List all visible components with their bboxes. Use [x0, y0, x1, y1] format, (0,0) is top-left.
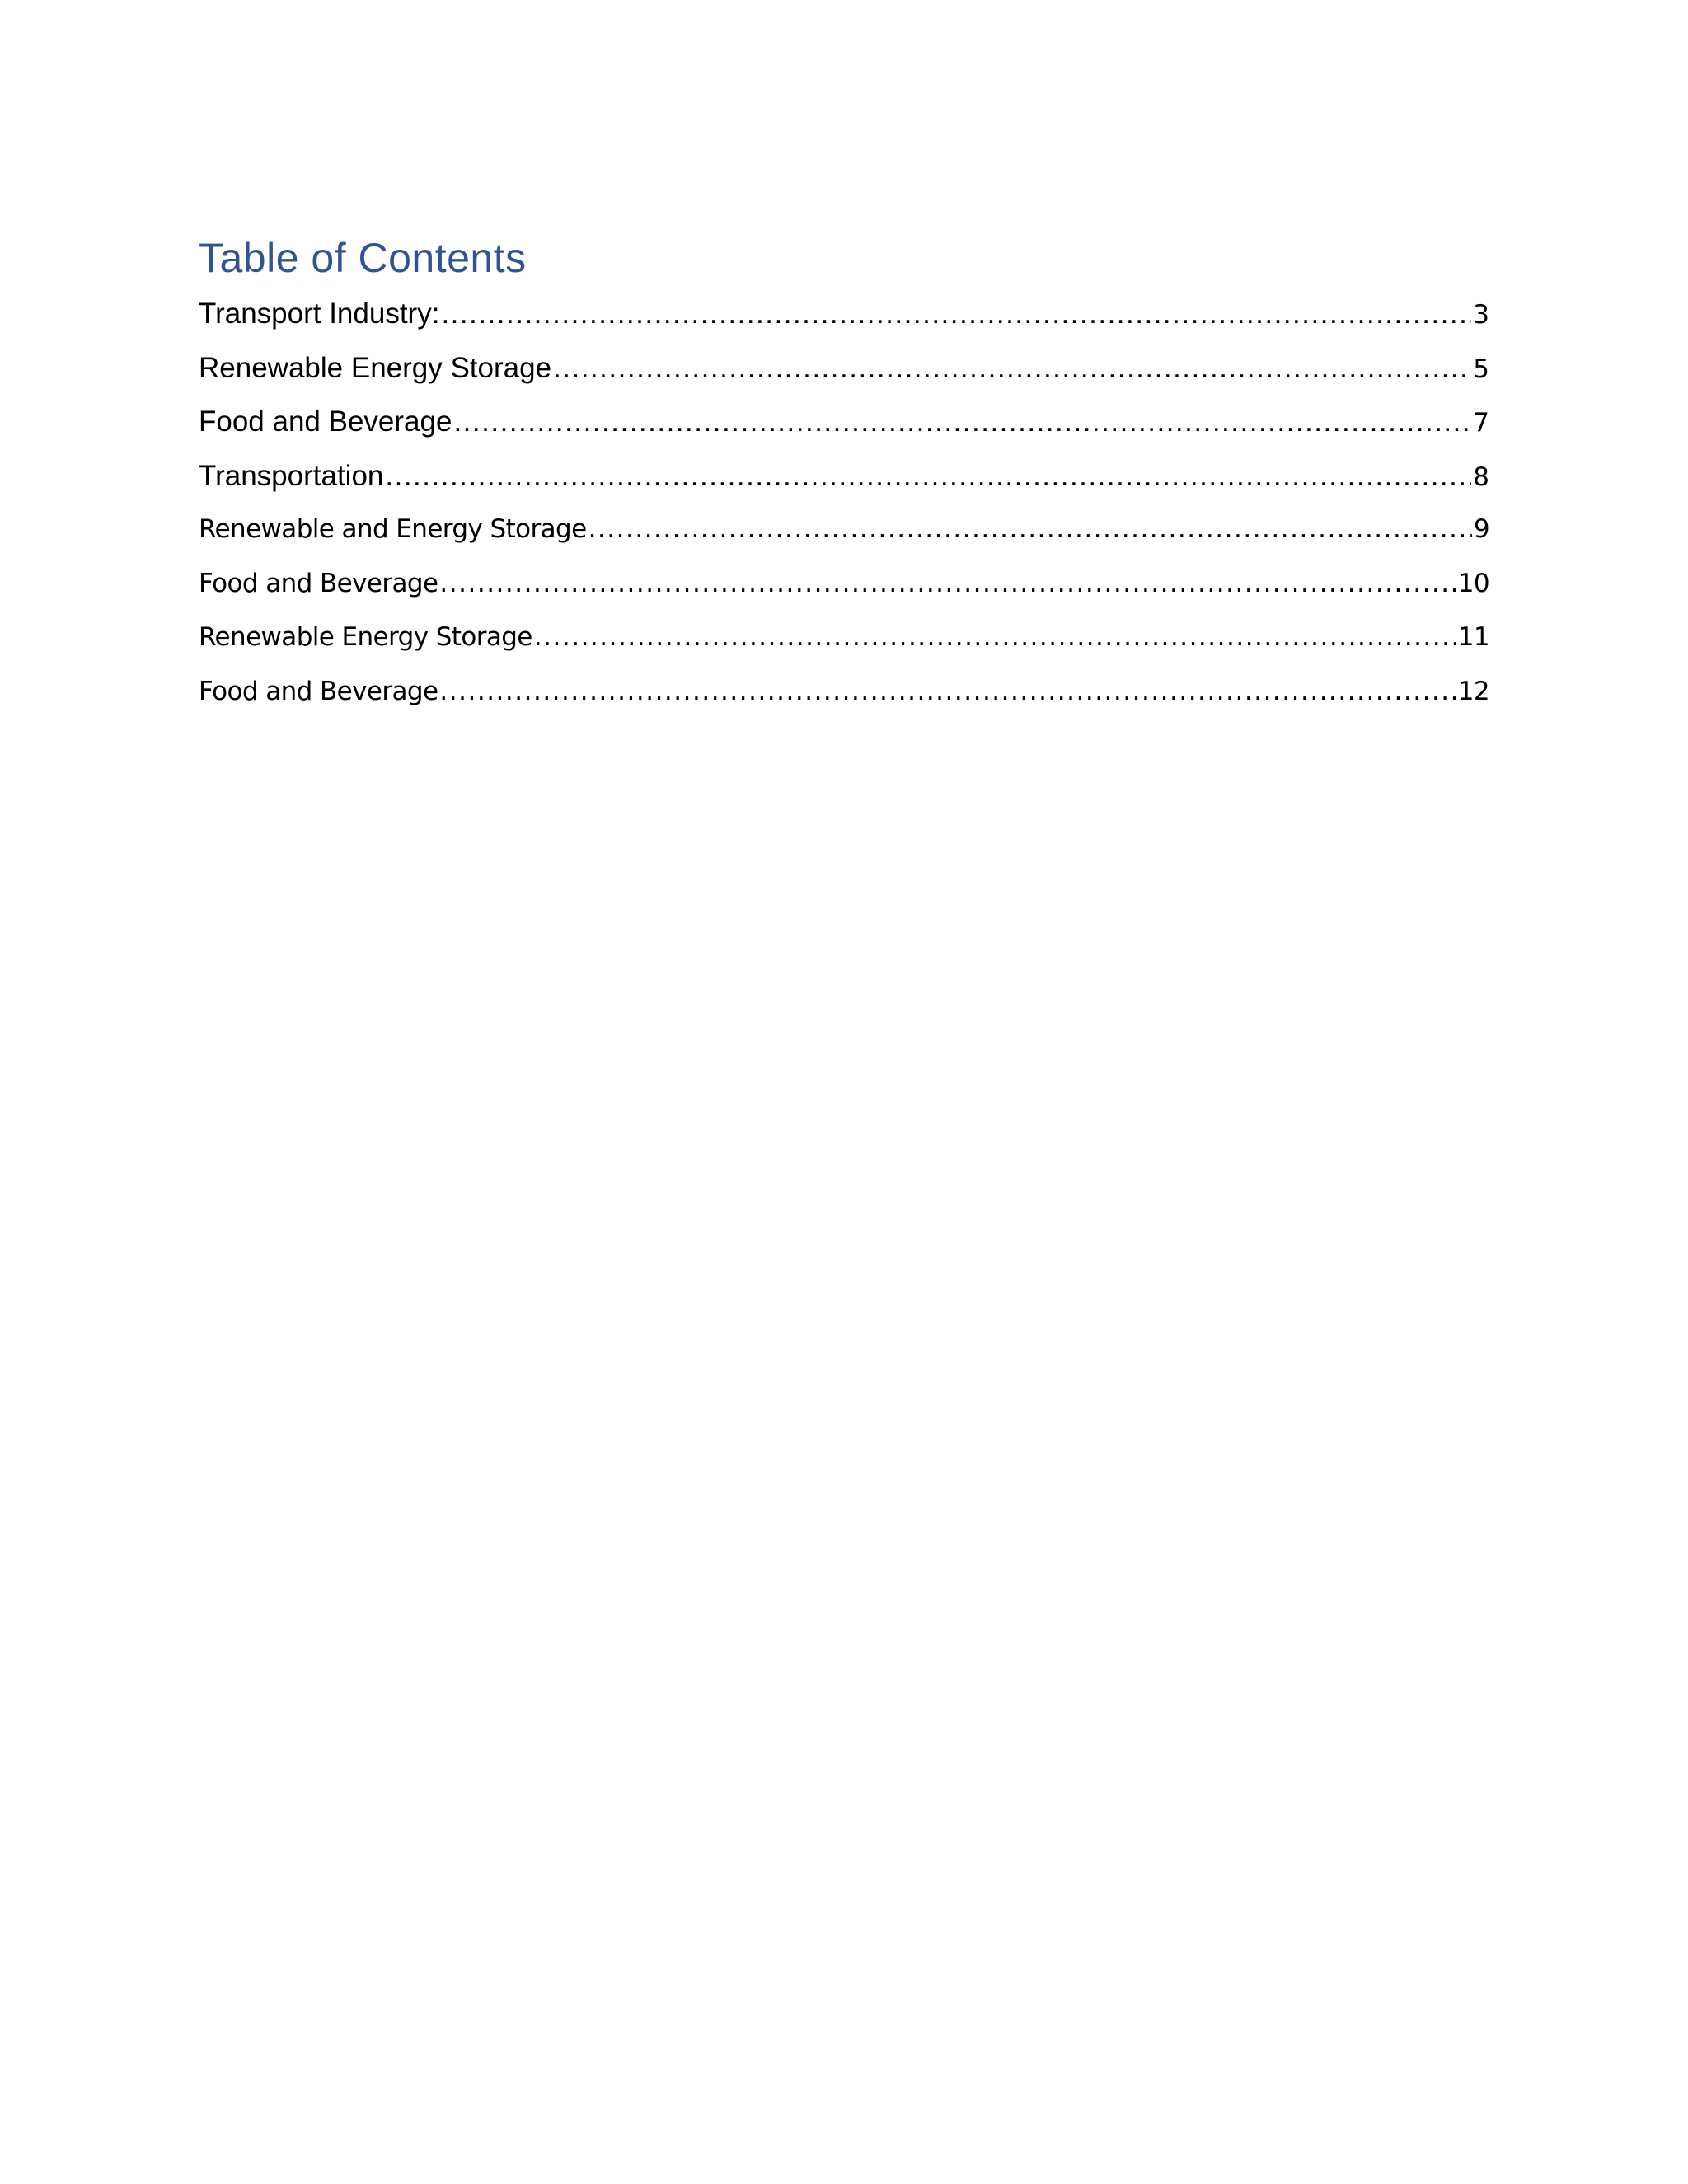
- toc-page-number: 12: [1457, 676, 1489, 706]
- toc-dot-leader: [385, 449, 1471, 504]
- toc-entry-renewable-energy-storage-2[interactable]: [199, 611, 1489, 665]
- toc-page-number: 9: [1473, 514, 1489, 544]
- toc-page-number: 3: [1473, 300, 1489, 330]
- toc-dot-leader: [553, 341, 1471, 396]
- toc-dot-leader: [453, 395, 1471, 449]
- toc-entry-renewable-and-energy-storage[interactable]: [199, 503, 1489, 557]
- toc-dot-leader: [439, 665, 1456, 719]
- toc-title: Table of Contents: [199, 235, 527, 281]
- toc-page-number: 10: [1457, 568, 1489, 598]
- toc-page-number: 5: [1473, 354, 1489, 384]
- table-of-contents: [199, 229, 1489, 719]
- toc-entry-label: Renewable Energy Storage: [199, 622, 532, 652]
- toc-entry-label: Renewable and Energy Storage: [199, 514, 587, 544]
- toc-entry-label: Food and Beverage: [199, 405, 452, 438]
- toc-entry-label: Renewable Energy Storage: [199, 351, 552, 384]
- toc-page-number: 7: [1473, 408, 1489, 438]
- toc-dot-leader: [441, 287, 1471, 341]
- toc-list: [199, 287, 1489, 719]
- toc-entry-label: Food and Beverage: [199, 676, 438, 706]
- toc-dot-leader: [439, 557, 1456, 612]
- toc-dot-leader: [534, 611, 1456, 665]
- toc-page-number: 8: [1473, 462, 1489, 492]
- toc-entry-label: Transport Industry:: [199, 298, 440, 330]
- toc-dot-leader: [588, 503, 1472, 557]
- toc-entry-food-and-beverage-3[interactable]: [199, 665, 1489, 719]
- toc-page-number: 11: [1457, 622, 1489, 652]
- toc-entry-renewable-energy-storage[interactable]: [199, 341, 1489, 396]
- toc-entry-food-and-beverage[interactable]: [199, 395, 1489, 449]
- toc-entry-label: Food and Beverage: [199, 568, 438, 598]
- toc-entry-label: Transportation: [199, 459, 384, 492]
- toc-entry-transportation[interactable]: [199, 449, 1489, 504]
- toc-entry-transport-industry[interactable]: [199, 287, 1489, 341]
- toc-entry-food-and-beverage-2[interactable]: [199, 557, 1489, 612]
